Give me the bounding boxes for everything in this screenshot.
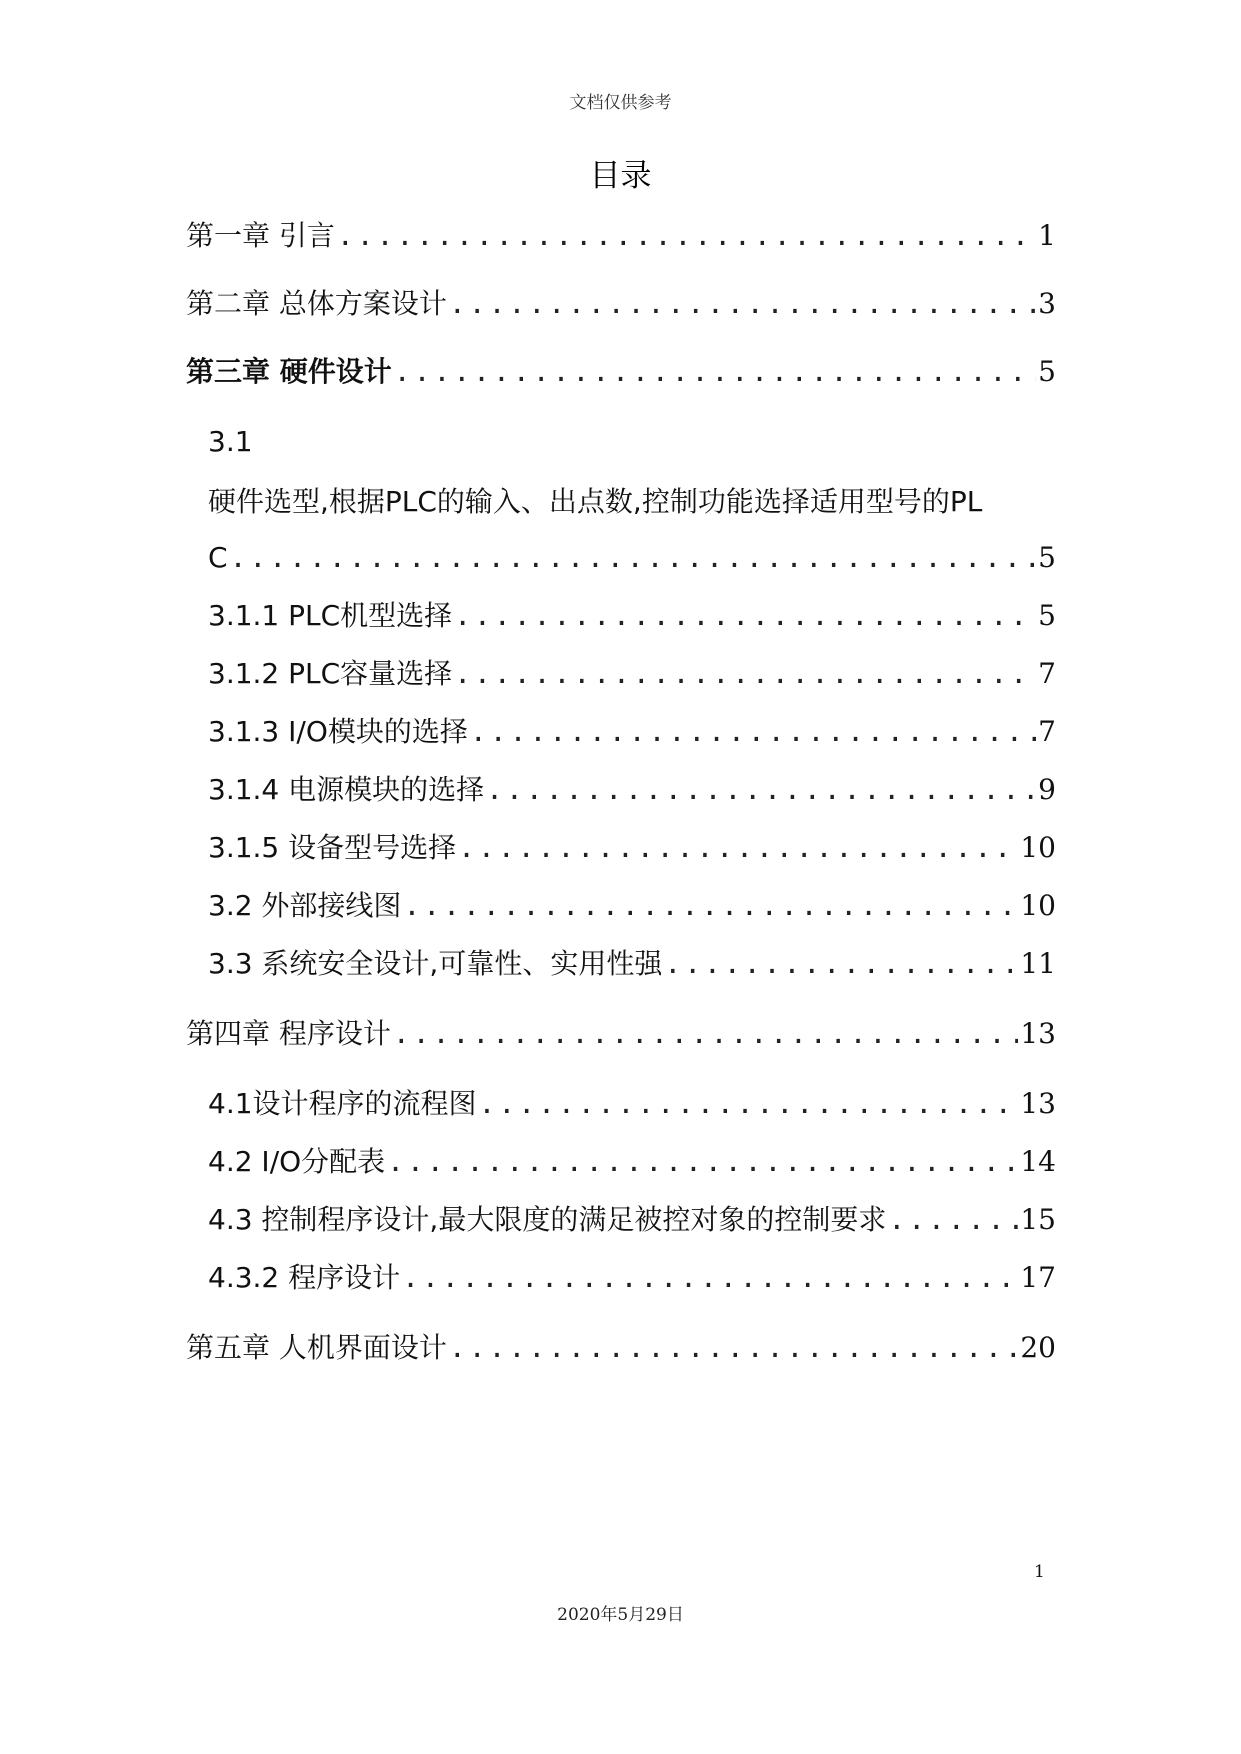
toc-leader-dots (477, 1086, 1019, 1122)
toc-entry[interactable] (208, 772, 1056, 808)
toc-entry-page: 9 (1038, 773, 1056, 806)
toc-entry[interactable] (208, 598, 1056, 634)
toc-leader-dots (484, 772, 1036, 808)
toc-entry[interactable] (208, 830, 1056, 866)
toc-entry[interactable] (208, 946, 1056, 982)
toc-leader-dots (447, 1330, 1018, 1366)
toc-leader-dots (456, 830, 1018, 866)
toc-entry[interactable] (208, 1260, 1056, 1296)
toc-entry-label: 4.2 I/O分配表 (208, 1145, 386, 1178)
toc-entry-label: 3.1.1 PLC机型选择 (208, 599, 453, 632)
toc-entry-label: 硬件选型,根据PLC的输入、出点数,控制功能选择适用型号的PL (208, 485, 983, 518)
toc-entry-page: 7 (1038, 657, 1056, 690)
toc-leader-dots (452, 656, 1036, 692)
toc-entry-page: 5 (1038, 541, 1056, 574)
toc-entry-page: 20 (1020, 1331, 1056, 1364)
toc-entry[interactable] (208, 424, 253, 460)
toc-entry-page: 13 (1020, 1017, 1056, 1050)
toc-entry-label: 3.2 外部接线图 (208, 889, 402, 922)
toc-entry[interactable] (186, 218, 1056, 254)
toc-entry[interactable] (208, 540, 1056, 576)
toc-entry-page: 15 (1020, 1203, 1056, 1236)
toc-leader-dots (447, 286, 1036, 322)
toc-entry-page: 17 (1020, 1261, 1056, 1294)
toc-entry-label: 3.1.4 电源模块的选择 (208, 773, 485, 806)
toc-entry-label: 第二章 总体方案设计 (186, 287, 447, 320)
toc-entry-label: 3.1.2 PLC容量选择 (208, 657, 453, 690)
toc-entry[interactable] (186, 354, 1056, 390)
toc-entry-label: 4.3 控制程序设计,最大限度的满足被控对象的控制要求 (208, 1203, 887, 1236)
toc-leader-dots (886, 1202, 1018, 1238)
toc-entry[interactable] (208, 484, 982, 520)
toc-entry[interactable] (208, 1144, 1056, 1180)
toc-entry[interactable] (208, 1202, 1056, 1238)
toc-title: 目录 (589, 158, 652, 194)
toc-leader-dots (468, 714, 1036, 750)
toc-entry-page: 3 (1038, 287, 1056, 320)
toc-entry-label: 3.3 系统安全设计,可靠性、实用性强 (208, 947, 663, 980)
toc-entry-label: 第三章 硬件设计 (186, 355, 392, 388)
footer-date: 2020年5月29日 (557, 1605, 684, 1625)
toc-entry-page: 11 (1020, 947, 1056, 980)
page-number: 1 (1034, 1562, 1045, 1582)
toc-entry-page: 1 (1038, 219, 1056, 252)
toc-entry-label: 4.1设计程序的流程图 (208, 1087, 477, 1120)
toc-entry-label: 3.1 (208, 425, 253, 458)
toc-leader-dots (335, 218, 1036, 254)
toc-entry[interactable] (208, 656, 1056, 692)
toc-leader-dots (392, 354, 1036, 390)
toc-entry-label: 第五章 人机界面设计 (186, 1331, 447, 1364)
toc-entry[interactable] (208, 888, 1056, 924)
toc-leader-dots (662, 946, 1018, 982)
toc-entry-label: 第一章 引言 (186, 219, 335, 252)
toc-entry-label: C (208, 541, 228, 574)
toc-entry-page: 5 (1038, 599, 1056, 632)
toc-entry-page: 14 (1020, 1145, 1056, 1178)
toc-entry[interactable] (186, 1330, 1056, 1366)
toc-entry[interactable] (208, 714, 1056, 750)
toc-leader-dots (401, 888, 1018, 924)
toc-entry-label: 4.3.2 程序设计 (208, 1261, 401, 1294)
toc-leader-dots (400, 1260, 1018, 1296)
header-watermark: 文档仅供参考 (569, 93, 672, 113)
toc-leader-dots (391, 1016, 1018, 1052)
toc-entry[interactable] (208, 1086, 1056, 1122)
toc-leader-dots (228, 540, 1037, 576)
toc-entry-label: 第四章 程序设计 (186, 1017, 391, 1050)
toc-entry-page: 10 (1020, 889, 1056, 922)
toc-leader-dots (385, 1144, 1018, 1180)
toc-leader-dots (452, 598, 1036, 634)
toc-entry-page: 10 (1020, 831, 1056, 864)
toc-entry-page: 13 (1020, 1087, 1056, 1120)
toc-entry-page: 7 (1038, 715, 1056, 748)
toc-entry-page: 5 (1038, 355, 1056, 388)
toc-entry[interactable] (186, 286, 1056, 322)
toc-entry-label: 3.1.5 设备型号选择 (208, 831, 457, 864)
toc-entry[interactable] (186, 1016, 1056, 1052)
toc-entry-label: 3.1.3 I/O模块的选择 (208, 715, 468, 748)
